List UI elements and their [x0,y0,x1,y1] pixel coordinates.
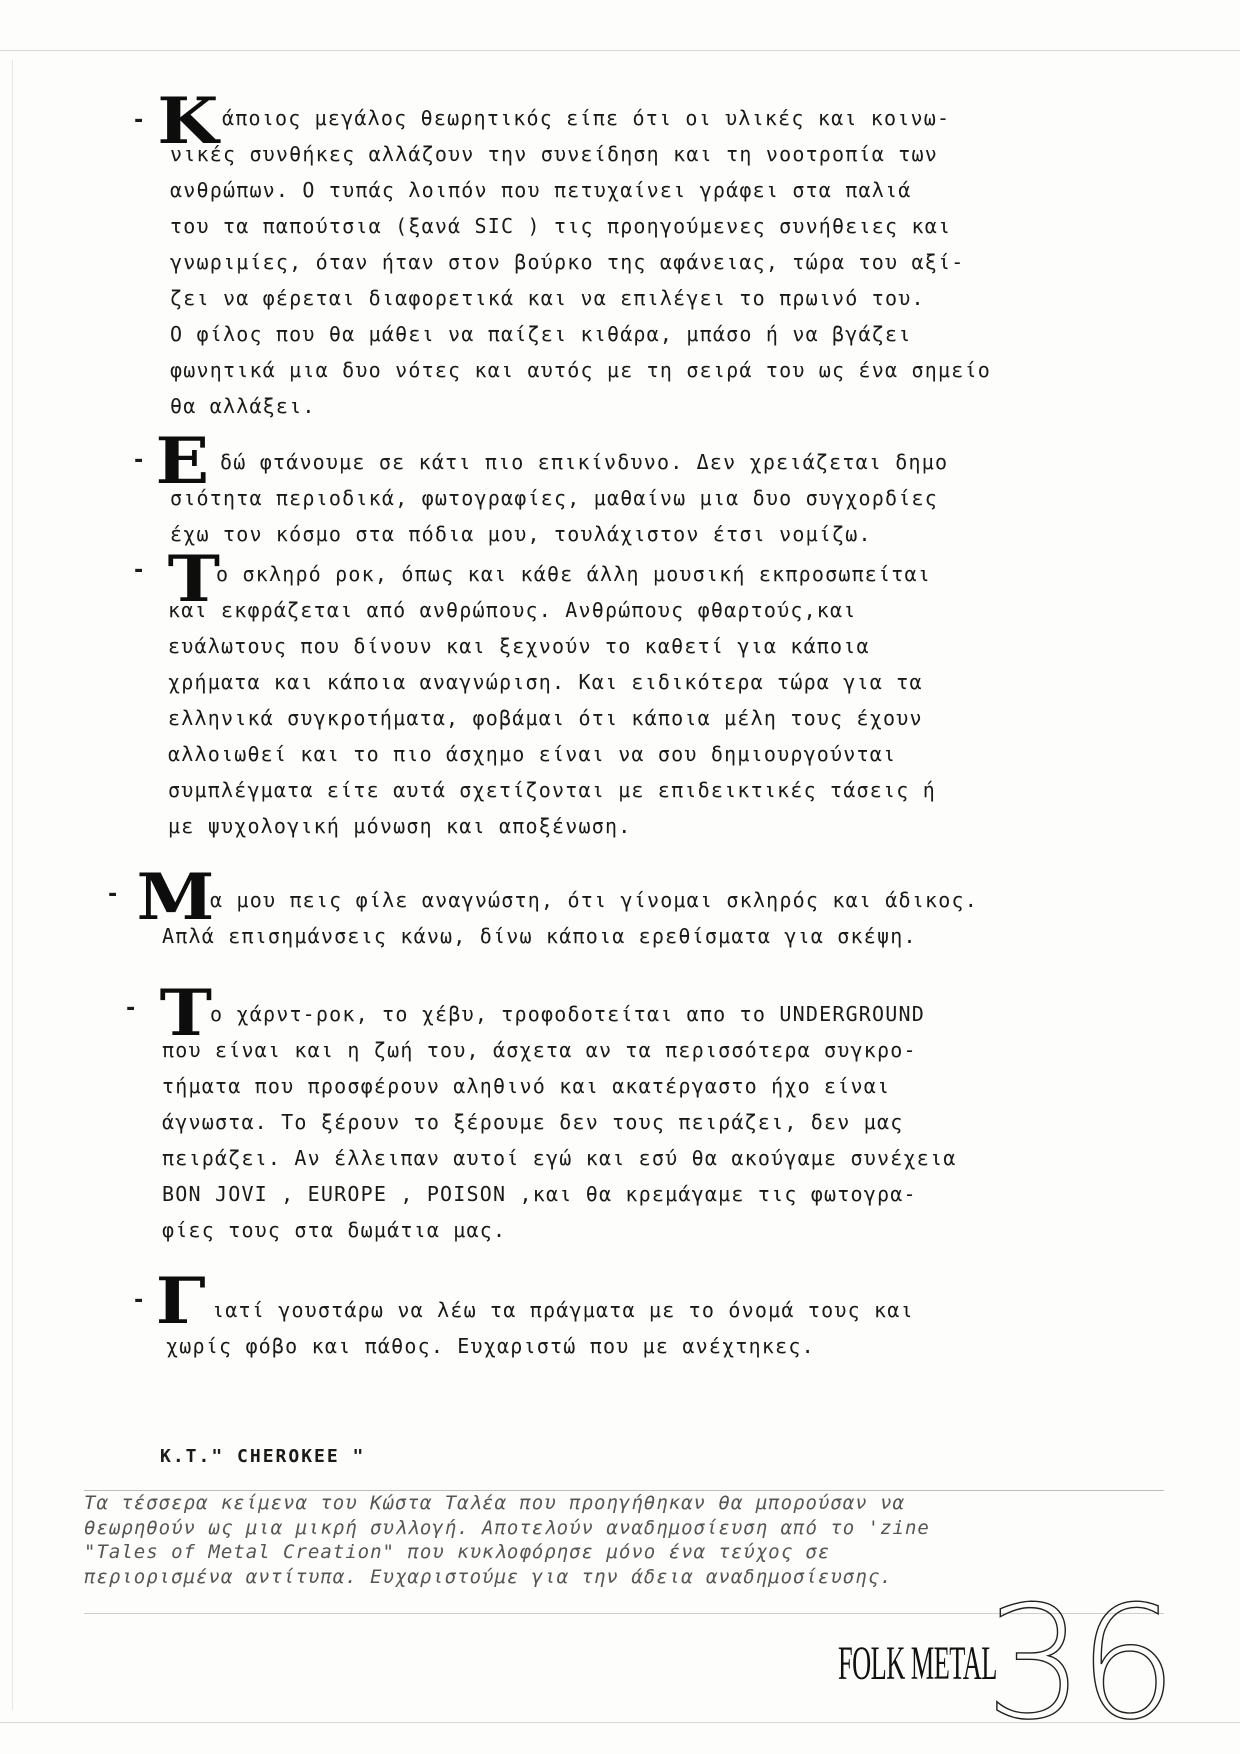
text-line: συμπλέγματα είτε αυτά σχετίζονται με επιδεικτικές τάσεις ή [168,778,936,802]
text-line: φίες τους στα δωμάτια μας. [162,1218,507,1242]
paragraph-dash: - [132,558,146,583]
text-line: που είναι και η ζωή του, άσχετα αν τα περισσότερα συγκρο- [162,1038,917,1062]
paragraph-dash: - [106,882,120,907]
drop-cap: M [136,860,215,935]
drop-cap: T [159,976,213,1051]
text-line: δώ φτάνουμε σε κάτι πιο επικίνδυνο. Δεν χρειάζεται δημο [220,450,949,474]
text-line: νικές συνθήκες αλλάζουν την συνείδηση και τη νοοτροπία των [170,142,938,166]
paragraph-5 [162,996,956,1248]
paragraph-dash: - [132,448,146,473]
text-line: Απλά επισημάνσεις κάνω, δίνω κάποια ερεθίσματα για σκέψη. [162,924,917,948]
text-line: τήματα που προσφέρουν αληθινό και ακατέργαστο ήχο είναι [162,1074,891,1098]
drop-cap: T [167,542,221,617]
page-number: 36 [985,1572,1172,1754]
note-line: Τα τέσσερα κείμενα του Κώστα Ταλέα που προηγήθηκαν θα μπορούσαν να [84,1492,905,1514]
text-line: φωνητικά μια δυο νότες και αυτός με τη σειρά του ως ένα σημείο [170,358,991,382]
note-line: "Tales of Metal Creation" που κυκλοφόρησε μόνο ένα τεύχος σε [84,1541,831,1563]
text-line: ευάλωτους που δίνουν και ξεχνούν το καθετί για κάποια [168,634,870,658]
paragraph-dash: - [124,996,138,1021]
text-line: χωρίς φόβο και πάθος. Ευχαριστώ που με ανέχτηκες. [166,1334,815,1358]
text-line: ανθρώπων. Ο τυπάς λοιπόν που πετυχαίνει γράφει στα παλιά [170,178,912,202]
paragraph-4 [162,882,978,954]
magazine-brand: FOLK METAL [838,1637,997,1690]
text-line: χρήματα και κάποια αναγνώριση. Και ειδικότερα τώρα για τα [168,670,923,694]
text-line: ο σκληρό ροκ, όπως και κάθε άλλη μουσική εκπροσωπείται [216,562,932,586]
paragraph-dash: - [132,1288,146,1313]
text-line: ζει να φέρεται διαφορετικά και να επιλέγει το πρωινό του. [170,286,925,310]
text-line: σιότητα περιοδικά, φωτογραφίες, μαθαίνω μια δυο συγχορδίες [170,486,938,510]
text-line: έχω τον κόσμο στα πόδια μου, τουλάχιστον έτσι νομίζω. [170,522,872,546]
text-line: ο χάρντ-ροκ, το χέβυ, τροφοδοτείται απο το UNDERGROUND [210,1002,926,1026]
paragraph-6 [166,1292,914,1364]
note-line: περιορισμένα αντίτυπα. Ευχαριστούμε για την άδεια αναδημοσίευσης. [84,1565,893,1588]
drop-cap: K [157,84,219,159]
note-line: θεωρηθούν ως μια μικρή συλλογή. Αποτελούν αναδημοσίευση από το 'zine [84,1516,930,1539]
text-line: πειράζει. Αν έλλειπαν αυτοί εγώ και εσύ θα ακούγαμε συνέχεια [162,1146,957,1170]
paragraph-2 [170,444,948,552]
paragraph-1 [170,100,991,424]
text-line: BON JOVI , EUROPE , POISON ,και θα κρεμάγαμε τις φωτογρα- [162,1182,917,1206]
drop-cap: E [155,424,210,499]
page-left-edge [12,60,13,1710]
page-top-edge [0,50,1240,51]
drop-cap: Γ [155,1264,206,1339]
paragraph-3 [168,556,936,844]
text-line: Ο φίλος που θα μάθει να παίζει κιθάρα, μπάσο ή να βγάζει [170,322,912,346]
text-line: αλλοιωθεί και το πιο άσχημο είναι να σου δημιουργούνται [168,742,897,766]
text-line: άποιος μεγάλος θεωρητικός είπε ότι οι υλικές και κοινω- [222,106,951,130]
paragraph-dash: - [132,108,146,133]
text-line: γνωριμίες, όταν ήταν στον βούρκο της αφάνειας, τώρα του αξί- [170,250,965,274]
text-line: θα αλλάξει. [170,394,316,418]
text-line: με ψυχολογική μόνωση και αποξένωση. [168,814,632,838]
text-line: ελληνικά συγκροτήματα, φοβάμαι ότι κάποια μέλη τους έχουν [168,706,923,730]
text-line: και εκφράζεται από ανθρώπους. Ανθρώπους φθαρτούς,και [168,598,857,622]
text-line: α μου πεις φίλε αναγνώστη, ότι γίνομαι σκληρός και άδικος. [210,888,978,912]
text-line: ιατί γουστάρω να λέω τα πράγματα με το όνομά τους και [212,1298,914,1322]
text-line: του τα παπούτσια (ξανά SIC ) τις προηγούμενες συνήθειες και [170,214,952,238]
text-line: άγνωστα. Το ξέρουν το ξέρουμε δεν τους πειράζει, δεν μας [162,1110,904,1134]
author-signature: K.T." CHEROKEE " [160,1446,366,1467]
